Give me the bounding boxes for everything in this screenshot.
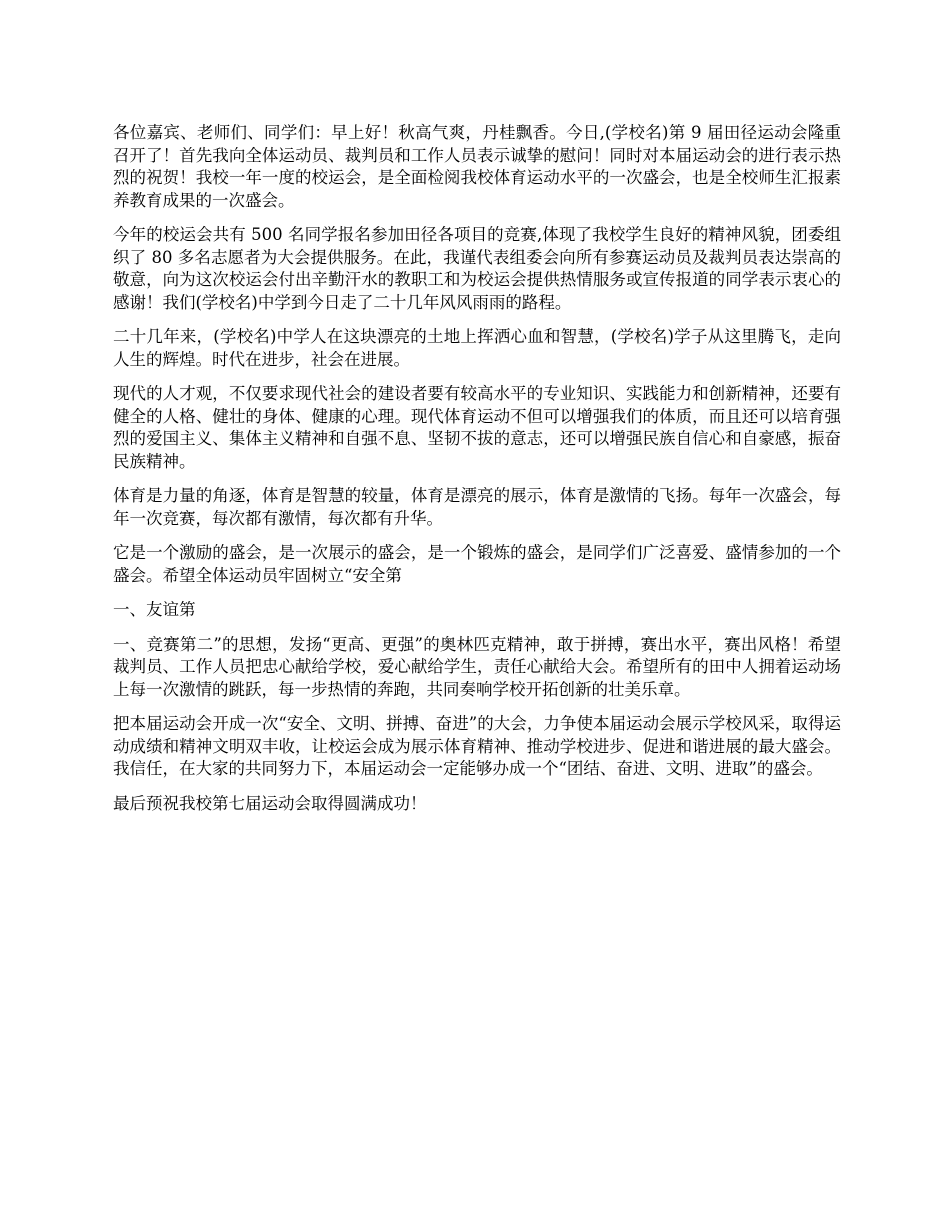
paragraph-friendship: 一、友谊第 (113, 600, 196, 619)
paragraph-spirit: 一、竞赛第二”的思想，发扬“更高、更强”的奥林匹克精神，敢于拼搏，赛出水平，赛出风格！希望裁判员、工作人员把忠心献给学校，爱心献给学生，责任心献给大会。希望所有的田中人拥着运动场上每一次激情的跳跃，每一步热情的奔跑，共同奏响学校开拓创新的壮美乐章。 (113, 634, 841, 699)
paragraph-greeting: 各位嘉宾、老师们、同学们：早上好！秋高气爽，丹桂飘香。今日,(学校名)第 9 届田径运动会隆重召开了！首先我向全体运动员、裁判员和工作人员表示诚挚的慰问！同时对本届运动会的进行表示热烈的祝贺！我校一年一度的校运会，是全面检阅我校体育运动水平的一次盛会，也是全校师生汇报素养教育成果的一次盛会。 (113, 123, 841, 210)
document-body (113, 122, 841, 827)
paragraph-goals: 把本届运动会开成一次“安全、文明、拼搏、奋进”的大会，力争使本届运动会展示学校风采，取得运动成绩和精神文明双丰收，让校运会成为展示体育精神、推动学校进步、促进和谐进展的最大盛会。我信任，在大家的共同努力下，本届运动会一定能够办成一个“团结、奋进、文明、进取”的盛会。 (113, 714, 841, 778)
paragraph-closing: 最后预祝我校第七届运动会取得圆满成功！ (113, 793, 427, 813)
paragraph-talent-view: 现代的人才观，不仅要求现代社会的建设者要有较高水平的专业知识、实践能力和创新精神，还要有健全的人格、健壮的身体、健康的心理。现代体育运动不但可以增强我们的体质，而且还可以培育强烈的爱国主义、集体主义精神和自强不息、坚韧不拔的意志，还可以增强民族自信心和自豪感，振奋民族精神。 (113, 384, 841, 471)
paragraph-event-hope: 它是一个激励的盛会，是一次展示的盛会，是一个锻炼的盛会，是同学们广泛喜爱、盛情参加的一个盛会。希望全体运动员牢固树立“安全第 (113, 543, 841, 585)
paragraph-history: 二十几年来，(学校名)中学人在这块漂亮的土地上挥洒心血和智慧，(学校名)学子从这里腾飞，走向人生的辉煌。时代在进步，社会在进展。 (113, 327, 841, 369)
paragraph-participants: 今年的校运会共有 500 名同学报名参加田径各项目的竞赛,体现了我校学生良好的精神风貌，团委组织了 80 多名志愿者为大会提供服务。在此，我谨代表组委会向所有参赛运动员及裁判员表达崇高的敬意，向为这次校运会付出辛勤汗水的教职工和为校运会提供热情服务或宣传报道的同学表示衷心的感谢！我们(学校名)中学到今日走了二十几年风风雨雨的路程。 (113, 225, 841, 312)
paragraph-sports-meaning: 体育是力量的角逐，体育是智慧的较量，体育是漂亮的展示，体育是激情的飞扬。每年一次盛会，每年一次竞赛，每次都有激情，每次都有升华。 (113, 486, 841, 528)
